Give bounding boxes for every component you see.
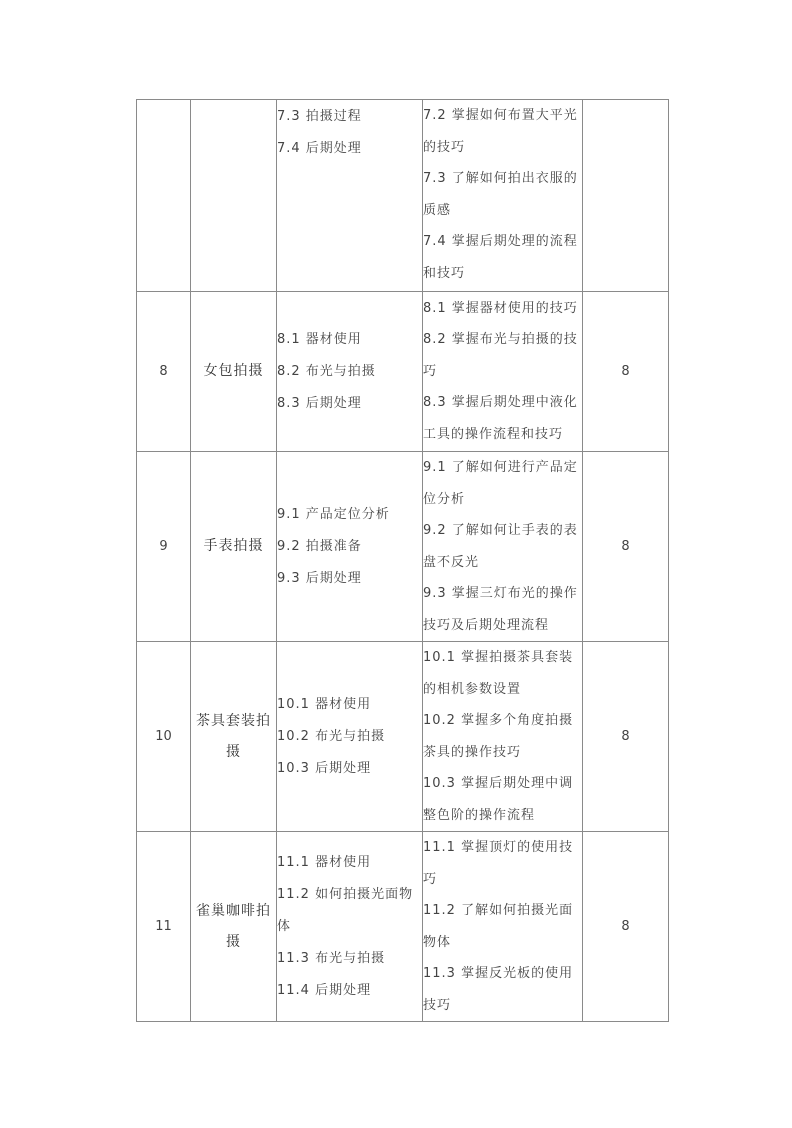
lesson-content	[277, 642, 423, 832]
content-item: 11.3 布光与拍摄	[277, 950, 386, 966]
lesson-title: 茶具套装拍摄	[191, 642, 277, 832]
goal-item: 8.1 掌握器材使用的技巧	[423, 300, 578, 316]
lesson-hours	[583, 100, 669, 292]
goal-item: 9.2 了解如何让手表的表盘不反光	[423, 523, 578, 570]
lesson-goals	[423, 292, 583, 452]
content-item: 9.1 产品定位分析	[277, 506, 390, 522]
lesson-number: 9	[137, 452, 191, 642]
goal-item: 10.1 掌握拍摄茶具套装的相机参数设置	[423, 650, 574, 697]
lesson-hours: 8	[583, 832, 669, 1022]
content-item: 10.1 器材使用	[277, 696, 372, 712]
goal-item: 9.3 掌握三灯布光的操作技巧及后期处理流程	[423, 586, 578, 633]
lesson-goals	[423, 452, 583, 642]
goal-item: 8.2 掌握布光与拍摄的技巧	[423, 332, 578, 379]
goal-item: 10.2 掌握多个角度拍摄茶具的操作技巧	[423, 713, 574, 760]
goal-item: 9.1 了解如何进行产品定位分析	[423, 460, 578, 507]
lesson-goals	[423, 100, 583, 292]
table-row	[137, 100, 669, 292]
goal-item: 11.1 掌握顶灯的使用技巧	[423, 840, 574, 887]
lesson-number: 10	[137, 642, 191, 832]
lesson-content	[277, 452, 423, 642]
lesson-content	[277, 832, 423, 1022]
content-item: 10.2 布光与拍摄	[277, 728, 386, 744]
content-item: 7.3 拍摄过程	[277, 109, 362, 124]
goal-item: 7.2 掌握如何布置大平光的技巧	[423, 108, 578, 155]
syllabus-table	[136, 99, 669, 1022]
lesson-title	[191, 100, 277, 292]
content-item: 11.1 器材使用	[277, 854, 372, 870]
content-item: 8.3 后期处理	[277, 395, 362, 411]
content-item: 11.4 后期处理	[277, 982, 372, 998]
goal-item: 8.3 掌握后期处理中液化工具的操作流程和技巧	[423, 395, 578, 442]
content-item: 7.4 后期处理	[277, 141, 362, 156]
goal-item: 7.3 了解如何拍出衣服的质感	[423, 171, 578, 218]
lesson-number: 8	[137, 292, 191, 452]
content-item: 8.2 布光与拍摄	[277, 363, 376, 379]
table-row	[137, 642, 669, 832]
lesson-number: 11	[137, 832, 191, 1022]
content-item: 10.3 后期处理	[277, 760, 372, 776]
content-item: 8.1 器材使用	[277, 331, 362, 347]
lesson-title: 雀巢咖啡拍摄	[191, 832, 277, 1022]
lesson-title: 手表拍摄	[191, 452, 277, 642]
lesson-hours: 8	[583, 292, 669, 452]
lesson-title: 女包拍摄	[191, 292, 277, 452]
content-item: 9.3 后期处理	[277, 570, 362, 586]
lesson-hours: 8	[583, 452, 669, 642]
goal-item: 11.2 了解如何拍摄光面物体	[423, 903, 574, 950]
goal-item: 7.4 掌握后期处理的流程和技巧	[423, 234, 578, 281]
lesson-content	[277, 100, 423, 292]
content-item: 9.2 拍摄准备	[277, 538, 362, 554]
content-item: 11.2 如何拍摄光面物体	[277, 886, 414, 934]
table-row	[137, 452, 669, 642]
goal-item: 10.3 掌握后期处理中调整色阶的操作流程	[423, 776, 574, 823]
goal-item: 11.3 掌握反光板的使用技巧	[423, 966, 574, 1013]
lesson-content	[277, 292, 423, 452]
lesson-goals	[423, 642, 583, 832]
lesson-goals	[423, 832, 583, 1022]
lesson-number	[137, 100, 191, 292]
table-row	[137, 832, 669, 1022]
lesson-hours: 8	[583, 642, 669, 832]
table-row	[137, 292, 669, 452]
